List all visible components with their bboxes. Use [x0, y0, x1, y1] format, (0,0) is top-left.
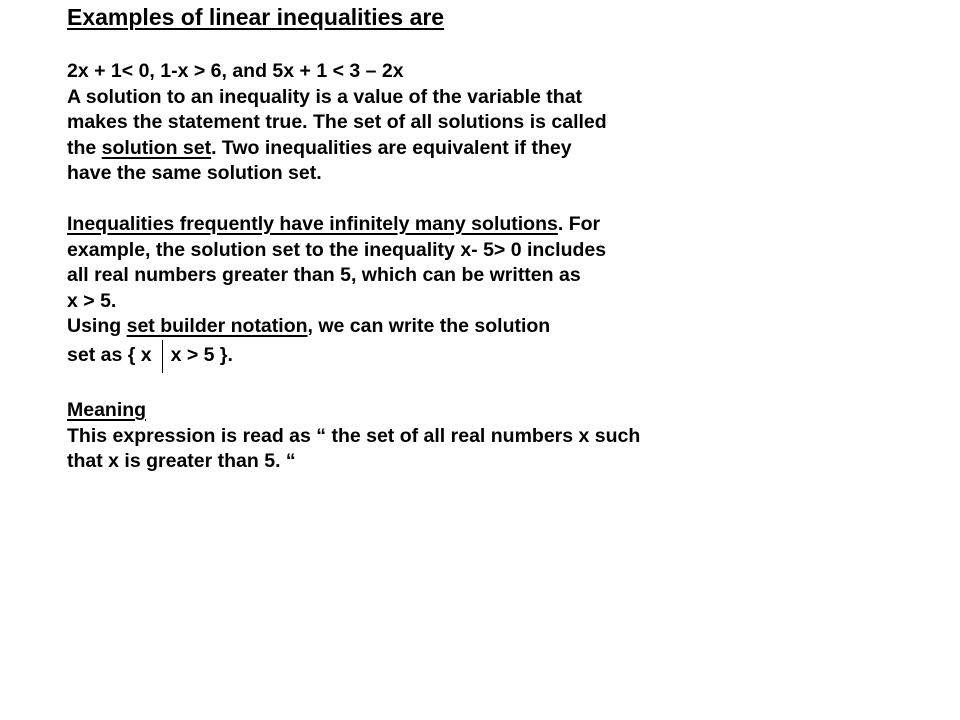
solution-set-term: solution set	[101, 136, 212, 159]
set-builder-line-2-post: x > 5 }.	[170, 343, 233, 366]
meaning-line-2: that x is greater than 5. “	[67, 450, 296, 472]
set-builder-term: set builder notation	[126, 315, 308, 337]
infinite-line-1-post: . For	[557, 213, 601, 235]
inequality-examples: 2x + 1< 0, 1-x > 6, and 5x + 1 < 3 – 2x	[67, 60, 404, 82]
slide-content	[67, 2, 947, 475]
meaning-heading: Meaning	[67, 399, 147, 421]
infinite-line-2: example, the solution set to the inequality x- 5> 0 includes	[67, 238, 607, 261]
paragraph-gap	[67, 373, 947, 399]
solution-line-3-pre: the	[67, 136, 102, 159]
infinite-line-1	[67, 212, 947, 238]
set-builder-line-1-pre: Using	[67, 315, 127, 337]
such-that-bar	[162, 340, 163, 373]
set-builder-line-1-post: , we can write the solution	[307, 315, 551, 337]
solution-line-2: makes the statement true. The set of all solutions is called	[67, 111, 607, 133]
set-builder-line-2	[67, 340, 947, 373]
solution-line-4: have the same solution set.	[67, 162, 322, 184]
infinite-line-4: x > 5.	[67, 289, 117, 312]
set-builder-line-2-pre: set as { x	[67, 343, 152, 366]
solution-line-3-post: . Two inequalities are equivalent if they	[211, 136, 572, 159]
meaning-line-1: This expression is read as “ the set of all real numbers x such	[67, 424, 641, 447]
solution-line-1: A solution to an inequality is a value of the variable that	[67, 85, 583, 108]
infinite-solutions-term: Inequalities frequently have infinitely many solutions	[67, 213, 558, 235]
solution-line-3	[67, 136, 947, 162]
infinite-line-3: all real numbers greater than 5, which can be written as	[67, 264, 581, 286]
paragraph-gap	[67, 187, 947, 213]
set-builder-line-1	[67, 314, 947, 340]
slide-title: Examples of linear inequalities are	[67, 4, 445, 30]
